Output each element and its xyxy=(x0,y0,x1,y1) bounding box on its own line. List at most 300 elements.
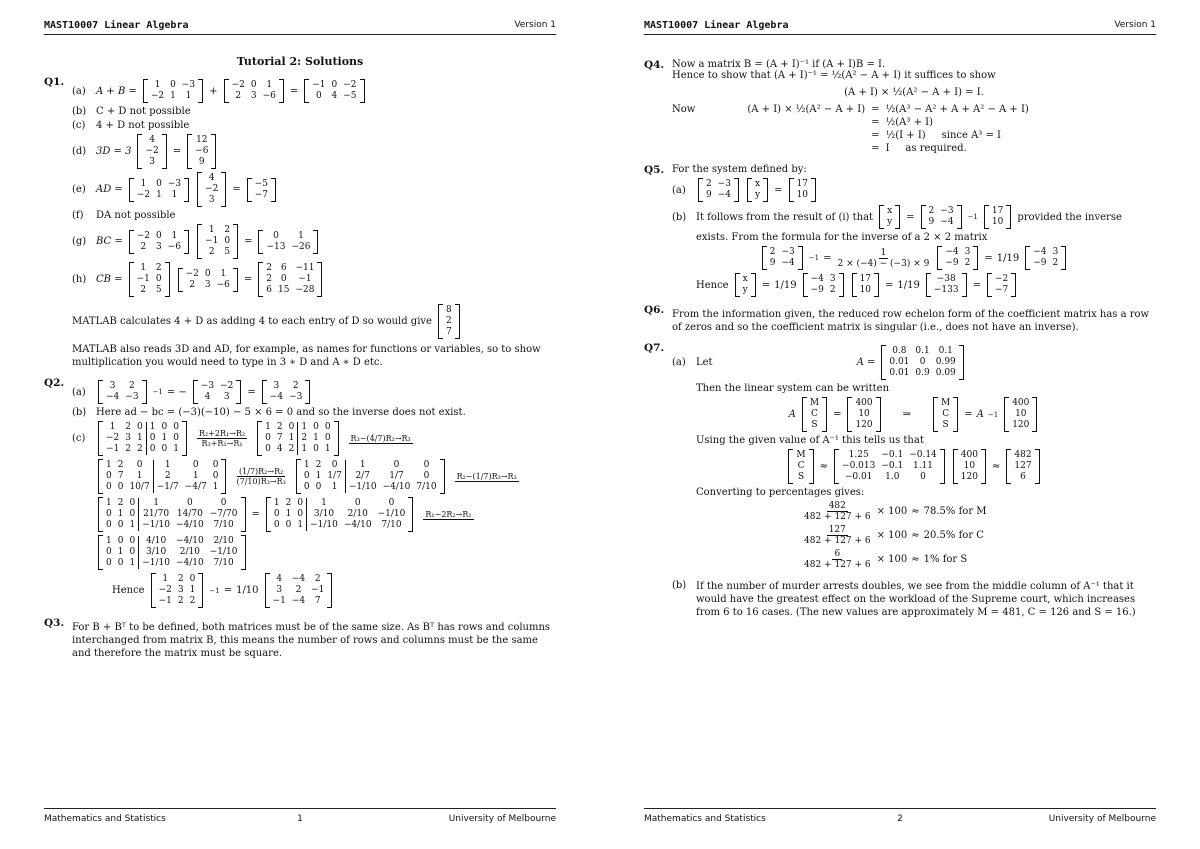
matrix-cell: 9 xyxy=(198,157,205,167)
matrix-cell: 1 xyxy=(171,189,178,200)
matrix-cell: 0 xyxy=(316,91,322,101)
matrix-cell: 2 xyxy=(117,498,124,508)
matrix-cell: 2 xyxy=(314,574,321,584)
matrix-cell: 6 xyxy=(280,263,287,273)
matrix-cell: 10 xyxy=(858,409,870,419)
q1h: (h) CB = 1 2 −1 0 2 5 −2 0 1 2 3 −6 = 2 6 −11 2 0 −1 6 15 −28 xyxy=(72,262,556,297)
matrix-cell: 0 xyxy=(117,558,124,568)
matrix-cell: 3 xyxy=(125,433,132,443)
matrix-cell: 1 xyxy=(266,80,273,90)
matrix-cell: 3 xyxy=(829,274,836,284)
matrix xyxy=(247,178,276,202)
footer-left: Mathematics and Statistics xyxy=(644,814,766,824)
version-label: Version 1 xyxy=(514,20,556,30)
percentage-row: $\frac{6}{482 + 127 + 6}$ × 100 ≈ 1% for S xyxy=(804,549,968,570)
matrix xyxy=(98,535,246,570)
matrix-cell: −1/10 xyxy=(345,482,379,493)
matrix-cell: 3 xyxy=(276,585,283,595)
matrix-cell: 0 xyxy=(173,422,179,432)
matrix-cell: 0.01 xyxy=(889,368,910,378)
matrix-cell: 2 xyxy=(189,279,196,290)
matrix-cell: 120 xyxy=(855,420,873,430)
q2c-row2 xyxy=(96,459,556,494)
fraction: 1/19 xyxy=(774,279,797,291)
matrix-cell: 2 xyxy=(189,596,196,606)
matrix-cell: 0 xyxy=(285,520,292,530)
matrix xyxy=(98,459,226,494)
row-op-arrow xyxy=(455,472,519,482)
matrix-cell: 1.0 xyxy=(885,472,900,482)
matrix-cell: −4/10 xyxy=(175,558,204,568)
matrix-cell: M xyxy=(941,398,951,408)
matrix-cell: −2 xyxy=(158,585,172,595)
matrix xyxy=(197,172,226,207)
matrix-cell: 1 xyxy=(153,460,182,471)
matrix-cell: 2/7 xyxy=(345,471,379,482)
matrix-cell: 2 xyxy=(224,225,231,235)
matrix-cell: 1 xyxy=(106,460,112,470)
matrix-cell: 14/70 xyxy=(176,509,203,519)
matrix-cell: 0 xyxy=(192,460,199,470)
matrix-cell: 3/10 xyxy=(307,509,341,520)
matrix-cell: 3 xyxy=(1052,247,1059,257)
question-1 xyxy=(44,76,556,300)
q7-solve: M C S ≈ 1.25 −0.1 −0.14 −0.013 −0.1 1.11 −0.01 1.0 0 400 10 120 ≈ 482 127 6 xyxy=(672,449,1156,484)
matrix-cell: 0 xyxy=(288,422,295,432)
matrix-cell: C xyxy=(797,461,805,471)
row-op-arrow xyxy=(423,510,473,520)
matrix-cell: y xyxy=(755,190,761,200)
q3-label: Q3. xyxy=(44,617,65,629)
matrix-cell: 1 xyxy=(154,80,161,90)
matrix-cell: 4 xyxy=(149,135,155,145)
matrix xyxy=(137,134,166,169)
matrix-cell: 0.1 xyxy=(938,346,953,356)
matrix-cell: 0 xyxy=(273,230,279,241)
q1g-lhs: BC = xyxy=(96,236,123,247)
matrix xyxy=(788,449,813,484)
page-header xyxy=(44,20,556,35)
matrix-cell: −1 xyxy=(272,596,286,606)
q1f-text: DA not possible xyxy=(96,210,176,221)
q4-lhs: (A + I) × ½(A² − A + I) xyxy=(747,104,866,115)
matrix-cell: −7 xyxy=(995,285,1009,295)
times: × 100 xyxy=(876,554,908,565)
q2c-row3: 1 2 0 1 0 0 0 1 0 21/70 14/70 −7/70 0 0 1 −1/10 −4/10 7/10 = 1 2 0 1 0 0 0 1 0 3/10 2/10 −1/10 0 0 1 −1/10 −4/10 7/10 R₁−2R₂→R₁ xyxy=(96,497,556,532)
q5-inverse: 2 −3 9 −4 −1 = $\frac{1}{2 \times (-4) - (-3) \times 9}$ −4 3 −9 2 = 1/19 −4 3 −9 2 xyxy=(672,246,1156,270)
matrix xyxy=(98,421,187,456)
q1d: (d) 3D = 3 4 −2 3 = 12 −6 9 xyxy=(72,134,556,169)
q7-then: Then the linear system can be written xyxy=(696,383,890,394)
times: × 100 xyxy=(876,506,908,517)
matrix-cell: −4 xyxy=(291,596,306,606)
matrix-cell: 1/7 xyxy=(389,471,404,481)
fraction: $\frac{127}{482 + 127 + 6}$ xyxy=(804,525,871,546)
matrix-cell: 2 xyxy=(266,263,272,273)
footer-right: University of Melbourne xyxy=(1048,814,1156,824)
tutorial-title: Tutorial 2: Solutions xyxy=(236,55,364,68)
matrix-cell: 0 xyxy=(303,471,310,481)
matrix-cell: −4/10 xyxy=(343,520,372,530)
matrix-cell: −1 xyxy=(205,236,219,246)
matlab-text-1: MATLAB calculates 4 + D as adding 4 to each entry of D so would give xyxy=(72,316,432,327)
now-label: Now xyxy=(672,104,696,115)
question-3 xyxy=(44,617,556,664)
matrix xyxy=(847,397,880,432)
matrix-cell: 2 xyxy=(295,585,302,595)
matrix-cell: −38 xyxy=(936,274,956,284)
matrix-cell: 1 xyxy=(140,178,147,189)
q1a: (a) A + B = 1 0 −3 −2 1 1 + −2 0 1 2 3 −6 = −1 0 −2 0 4 −5 xyxy=(72,79,556,103)
matrix-cell: 2 xyxy=(129,381,135,391)
matrix-cell: 10 xyxy=(1015,409,1027,419)
matrix-cell: y xyxy=(742,285,748,295)
matrix-cell: 1 xyxy=(265,422,271,432)
matrix-cell: 2 xyxy=(292,381,299,391)
matrix-cell: 0 xyxy=(315,482,322,492)
matrix-cell: 2 xyxy=(153,471,182,482)
question-4 xyxy=(644,59,1156,154)
q7-system: A M C S = 400 10 120 ⇒ M C S = A −1 400 10 120 xyxy=(672,397,1156,432)
matrix-cell: x xyxy=(755,179,761,189)
matrix-cell: 0 xyxy=(313,444,319,454)
q4-derivation: Now (A + I) × ½(A² − A + I) = ½(A³ − A² + A + A² − A + I) = ½(A³ + I) = ½(I + I) since A³ = I = I as required. xyxy=(672,104,1156,154)
matrix-cell: M xyxy=(796,450,806,460)
matrix-cell: 1 xyxy=(303,460,310,470)
matrix-cell: 1 xyxy=(324,444,331,454)
matrix-cell: −3 xyxy=(940,206,954,216)
matrix-cell: 7/10 xyxy=(381,520,402,530)
matrix-cell: 0.01 xyxy=(889,357,910,367)
matrix-cell: 10 xyxy=(859,285,872,295)
matrix-cell: 0 xyxy=(331,80,338,90)
q2b-text: Here ad − bc = (−3)(−10) − 5 × 6 = 0 and so the inverse does not exist. xyxy=(96,407,466,418)
matrix-cell: −0.1 xyxy=(881,450,904,460)
matrix-cell: −5 xyxy=(343,91,357,101)
matrix-cell: −1 xyxy=(106,444,120,454)
matrix-cell: 1 xyxy=(129,520,136,530)
matrix xyxy=(789,178,816,202)
matrix-cell: −0.14 xyxy=(909,450,937,460)
matrix xyxy=(762,246,803,270)
matrix xyxy=(747,178,768,202)
matrix xyxy=(881,345,963,380)
q1c-text: 4 + D not possible xyxy=(96,120,190,131)
matrix-cell: 0 xyxy=(297,509,304,519)
matrix-cell: 12 xyxy=(196,135,208,145)
page-footer xyxy=(644,808,1156,828)
matrix-cell: 2/10 xyxy=(213,536,234,546)
q1e-lhs: AD = xyxy=(96,184,123,195)
matrix-cell: 4 xyxy=(331,91,338,101)
matrix-cell: 120 xyxy=(1012,420,1030,430)
matrix xyxy=(266,497,414,532)
matrix-cell: 0 xyxy=(117,520,124,530)
q4-note: as required. xyxy=(905,143,967,154)
matrix-cell: −6 xyxy=(262,91,276,101)
matrix-cell: 10 xyxy=(963,461,976,471)
matrix xyxy=(735,273,756,297)
fraction: $\frac{6}{482 + 127 + 6}$ xyxy=(804,549,871,570)
matrix-cell: 0 xyxy=(173,433,179,443)
matrix-cell: −4/10 xyxy=(175,520,204,530)
matrix-cell: 1 xyxy=(162,574,169,584)
q1f-label: (f) xyxy=(72,210,84,221)
q2a-eq1: = − xyxy=(166,386,187,398)
matrix-cell: 0 xyxy=(129,536,136,546)
q7a: (a) Let A = 0.8 0.1 0.1 0.01 0 0.99 0.01 0.9 0.09 xyxy=(672,345,1156,380)
matrix-cell: −1 xyxy=(312,80,326,90)
matrix-cell: −6 xyxy=(167,241,182,252)
matrix-cell: 1 xyxy=(189,585,196,595)
matrix-cell: 0 xyxy=(212,460,219,470)
matrix-cell: −5 xyxy=(254,178,269,189)
matrix-cell: −9 xyxy=(810,285,824,295)
q7b-text: If the number of murder arrests doubles, we see from the middle column of A⁻¹ that it would have the greatest effect on the workload of the Supreme court, which increases from 6 to 16 cases. (The new values are approximately M = 481, C = 126 and S = 16.) xyxy=(696,581,1136,618)
matrix-cell: 1 xyxy=(161,433,168,443)
matrix xyxy=(987,273,1016,297)
matrix-cell: 120 xyxy=(960,472,978,482)
q1g: (g) BC = −2 0 1 2 3 −6 1 2 −1 0 2 5 = 0 1 −13 −26 xyxy=(72,224,556,259)
matrix xyxy=(933,397,958,432)
matrix-cell: 0 xyxy=(161,422,168,432)
row-op: R₃+R₁→R₁ xyxy=(201,439,243,448)
matrix-cell: 482 xyxy=(1014,450,1032,460)
matrix-cell: 0 xyxy=(189,574,196,584)
matrix-cell: 3 xyxy=(109,381,116,391)
matrix-cell: 1 xyxy=(171,230,178,241)
matrix-cell: −2 xyxy=(220,381,234,391)
hence-label: Hence xyxy=(696,279,729,291)
matrix xyxy=(98,497,246,532)
matrix-cell: −13 xyxy=(266,241,286,252)
matrix-cell: 0 xyxy=(117,482,124,492)
q2a xyxy=(72,380,556,404)
fraction: $\frac{482}{482 + 127 + 6}$ xyxy=(804,501,871,522)
matrix-cell: 1 xyxy=(298,444,310,455)
q4-step: ½(A³ − A² + A + A² − A + I) xyxy=(885,104,1029,115)
matrix-cell: 2 xyxy=(140,285,147,295)
q1c-label: (c) xyxy=(72,120,86,131)
matrix-cell: M xyxy=(809,398,820,408)
q2a-label: (a) xyxy=(72,386,86,398)
q7-using: Using the given value of A⁻¹ this tells us that xyxy=(696,435,924,446)
q1g-label: (g) xyxy=(72,236,87,247)
matrix-cell: 2 xyxy=(155,263,162,273)
matrix-cell: 1 xyxy=(137,433,143,443)
q2c-label: (c) xyxy=(72,433,86,444)
matrix-cell: 2 xyxy=(928,206,935,216)
matrix-cell: 3/10 xyxy=(139,547,173,558)
matrix-cell: 2 xyxy=(276,422,283,432)
matrix-cell: 4 xyxy=(276,444,283,454)
matrix-cell: −4/10 xyxy=(175,536,204,546)
matrix-cell: 1 xyxy=(185,91,192,101)
matrix-cell: 1 xyxy=(285,509,292,519)
matrix-cell: −4 xyxy=(291,574,306,584)
matrix-cell: −2 xyxy=(231,80,245,90)
matrix xyxy=(984,205,1011,229)
fraction: 1/10 xyxy=(236,585,259,596)
matrix-cell: 2 xyxy=(298,433,310,444)
matrix xyxy=(193,380,242,404)
matrix xyxy=(296,459,445,494)
matrix xyxy=(258,262,322,297)
matrix-cell: 7/10 xyxy=(213,520,234,530)
matrix-cell: 0 xyxy=(313,422,319,432)
matrix-cell: −4 xyxy=(945,247,959,257)
matrix-cell: 10/7 xyxy=(129,482,150,492)
q4-label: Q4. xyxy=(644,59,665,71)
q5-label: Q5. xyxy=(644,164,665,176)
matrix-cell: −6 xyxy=(195,146,209,156)
matrix-cell: −2 xyxy=(136,189,151,200)
matrix-cell: 3 xyxy=(204,279,211,290)
matrix xyxy=(1006,449,1039,484)
q2a-eq2: = xyxy=(247,386,256,398)
matrix-cell: −2 xyxy=(995,274,1009,284)
matrix-cell: 2 xyxy=(769,247,776,257)
matrix-cell: −0.1 xyxy=(881,461,904,471)
matrix-cell: 5 xyxy=(155,285,162,295)
matrix xyxy=(129,262,170,297)
matrix-cell: 15 xyxy=(278,285,290,295)
matrix-cell: 4 xyxy=(204,392,211,402)
matrix xyxy=(265,573,333,608)
matrix-cell: 1 xyxy=(136,471,143,481)
matrix-cell: 3 xyxy=(250,91,257,101)
matrix-cell: 7/10 xyxy=(213,558,234,568)
matlab-note-2: MATLAB also reads 3D and AD, for example, as names for functions or variables, so to show multiplication you would need to type in 3 ∗ D and A ∗ D etc. xyxy=(72,344,541,368)
matrix-cell: −4 xyxy=(717,190,732,200)
matrix-cell: 2 xyxy=(315,460,322,470)
q4-note: since A³ = I xyxy=(941,130,1001,141)
matrix-cell: 1 xyxy=(129,558,136,568)
inverse-sup: −1 xyxy=(152,388,163,396)
matrix-cell: 4 xyxy=(276,574,283,584)
matrix-cell: −1/10 xyxy=(377,509,406,519)
course-title: MAST10007 Linear Algebra xyxy=(44,20,189,31)
matrix-cell: 2 xyxy=(208,247,215,257)
page-header xyxy=(644,20,1156,35)
q5a: (a) 2 −3 9 −4 x y = 17 10 xyxy=(672,178,1156,202)
matrix-cell: 7 xyxy=(117,471,124,481)
q2c-row1 xyxy=(72,421,556,456)
matrix-cell: 0.09 xyxy=(935,368,956,378)
matrix-cell: 3 xyxy=(208,195,215,205)
matrix-cell: 1 xyxy=(156,189,162,200)
matrix-cell: 0 xyxy=(220,498,227,508)
matrix-cell: −2 xyxy=(343,80,357,90)
version-label: Version 1 xyxy=(1114,20,1156,30)
q6-label: Q6. xyxy=(644,304,665,316)
matrix-cell: 0 xyxy=(106,520,112,530)
matrix-cell: 1 xyxy=(298,230,304,241)
matrix-cell: 0 xyxy=(265,433,271,443)
matrix-cell: −3 xyxy=(200,381,215,391)
matrix xyxy=(921,205,962,229)
matrix-cell: 0 xyxy=(117,536,124,546)
matrix-cell: 2 xyxy=(177,574,184,584)
q1h-lhs: CB = xyxy=(96,274,123,285)
matrix-cell: 1 xyxy=(109,422,116,432)
matrix xyxy=(178,268,238,292)
pct-out: 1% for S xyxy=(923,554,968,565)
q4-step: ½(I + I) xyxy=(885,130,926,141)
matrix-cell: −28 xyxy=(295,285,315,295)
matrix-cell: C xyxy=(811,409,818,419)
matrix-cell: 3 xyxy=(177,585,184,595)
matrix-cell: 1 xyxy=(313,433,319,443)
matrix-cell: 0 xyxy=(156,230,162,241)
matrix-cell: −4 xyxy=(106,392,120,402)
q1e-label: (e) xyxy=(72,184,86,195)
matrix-cell: 0.1 xyxy=(915,346,930,356)
matrix-cell: −1/7 xyxy=(153,482,182,493)
matrix-cell: −2 xyxy=(106,433,120,443)
matrix-cell: 2 xyxy=(829,285,836,295)
matrix-cell: 21/70 xyxy=(139,509,173,520)
matrix xyxy=(1025,246,1066,270)
matrix-cell: 9 xyxy=(769,258,776,268)
matrix-cell: 1 xyxy=(307,498,341,509)
page-number: 2 xyxy=(897,814,903,824)
matrix-cell: −3 xyxy=(125,392,139,402)
matrix xyxy=(143,79,203,103)
page-number: 1 xyxy=(297,814,303,824)
matrix-cell: 7 xyxy=(445,327,452,337)
matrix-cell: 0 xyxy=(388,498,395,508)
matrix-cell: 2 xyxy=(235,91,242,101)
matrix-cell: −3 xyxy=(289,392,303,402)
page-footer xyxy=(44,808,556,828)
let-label: Let xyxy=(696,357,713,368)
q7b-label: (b) xyxy=(672,580,687,591)
row-op: R₂−(1/7)R₃→R₂ xyxy=(456,471,517,481)
matrix-cell: 0 xyxy=(324,433,331,443)
matrix-cell: −6 xyxy=(216,279,230,290)
matrix-cell: 0 xyxy=(303,482,310,492)
question-5 xyxy=(644,164,1156,300)
q7a-label: (a) xyxy=(672,357,686,368)
q1h-label: (h) xyxy=(72,274,87,285)
matrix-cell: −3 xyxy=(167,178,182,189)
matrix-cell: −11 xyxy=(295,263,315,273)
matrix-cell: 0 xyxy=(354,498,361,508)
matrix xyxy=(438,304,460,339)
matrix-cell: 0 xyxy=(156,178,162,189)
question-6 xyxy=(644,304,1156,338)
q5b: (b) It follows from the result of (i) that x y = 2 −3 9 −4 −1 17 10 provided the inverse xyxy=(672,206,1122,227)
matrix-cell: 2 xyxy=(266,274,272,284)
matrix xyxy=(802,397,827,432)
matrix xyxy=(98,380,147,404)
matrix xyxy=(262,380,311,404)
matrix-cell: 4/10 xyxy=(139,536,173,547)
matrix-cell: 0 xyxy=(280,274,287,284)
matrix-cell: 1.11 xyxy=(912,461,934,471)
footer-left: Mathematics and Statistics xyxy=(44,814,166,824)
matrix-cell: −3 xyxy=(717,179,732,189)
q1-label: Q1. xyxy=(44,76,65,88)
matrix xyxy=(258,230,318,254)
matrix-cell: 1 xyxy=(170,91,176,101)
matrix-cell: −4 xyxy=(781,258,795,268)
matrix-cell: 1 xyxy=(192,471,199,481)
q4-line1: Now a matrix B = (A + I)⁻¹ if (A + I)B = I. xyxy=(672,59,886,70)
matrix-cell: 0 xyxy=(129,498,136,508)
matrix-cell: 2 xyxy=(177,596,184,606)
